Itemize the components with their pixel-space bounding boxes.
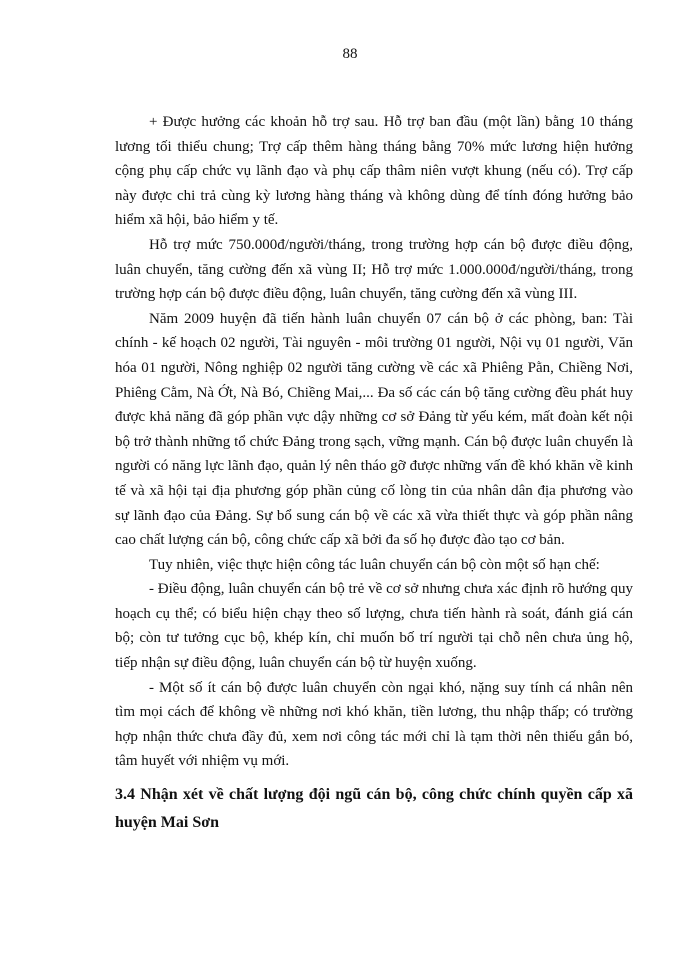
paragraph-support-benefits: + Được hưởng các khoản hỗ trợ sau. Hỗ trợ ban đầu (một lần) bằng 10 tháng lương tối thiểu chung; Trợ cấp thêm hàng tháng bằng 70% mức lương hiện hưởng cộng phụ cấp chức vụ lãnh đạo và phụ cấp thâm niên vượt khung (nếu có). Trợ cấp này được chi trả cùng kỳ lương hàng tháng và không dùng để tính đóng hưởng bảo hiểm xã hội, bảo hiểm y tế.	[115, 114, 633, 229]
page-number: 88	[342, 46, 358, 62]
paragraph-support-levels: Hỗ trợ mức 750.000đ/người/tháng, trong trường hợp cán bộ được điều động, luân chuyển, tăng cường đến xã vùng II; Hỗ trợ mức 1.000.000đ/người/tháng, trong trường hợp cán bộ được điều động, luân chuyển, tăng cường đến xã vùng III.	[115, 236, 633, 303]
paragraph-limitations-intro: Tuy nhiên, việc thực hiện công tác luân chuyển cán bộ còn một số hạn chế:	[149, 556, 600, 573]
section-heading: 3.4 Nhận xét về chất lượng đội ngũ cán bộ, công chức chính quyền cấp xã huyện Mai Sơn	[115, 786, 633, 832]
paragraph-rotation-2009: Năm 2009 huyện đã tiến hành luân chuyển 07 cán bộ ở các phòng, ban: Tài chính - kế hoạch 02 người, Tài nguyên - môi trường 01 người, Nội vụ 01 người, Văn hóa 01 người, Nông nghiệp 02 người tăng cường về các xã Phiêng Pằn, Chiềng Nơi, Phiêng Cằm, Nà Ớt, Nà Bó, Chiềng Mai,... Đa số các cán bộ tăng cường đều phát huy được khả năng đã góp phần vực dậy những cơ sở Đảng từ yếu kém, mất đoàn kết nội bộ trở thành những tổ chức Đảng trong sạch, vững mạnh. Cán bộ được luân chuyển là người có năng lực lãnh đạo, quản lý nên tháo gỡ được những vấn đề khó khăn về kinh tế và xã hội tại địa phương góp phần củng cố lòng tin của nhân dân địa phương vào sự lãnh đạo của Đảng. Sự bổ sung cán bộ về các xã vừa thiết thực và góp phần nâng cao chất lượng cán bộ, công chức cấp xã bởi đa số họ được đào tạo cơ bản.	[115, 310, 633, 549]
document-body	[115, 110, 633, 837]
paragraph-limitation-2: - Một số ít cán bộ được luân chuyển còn ngại khó, nặng suy tính cá nhân nên tìm mọi cách để không về những nơi khó khăn, tiền lương, thu nhập thấp; có trường hợp nhận thức chưa đầy đủ, xem nơi công tác mới chỉ là tạm thời nên thiếu gắn bó, tâm huyết với nhiệm vụ mới.	[115, 679, 633, 770]
paragraph-limitation-1: - Điều động, luân chuyển cán bộ trẻ về cơ sở nhưng chưa xác định rõ hướng quy hoạch cụ thể; có biểu hiện chạy theo số lượng, chưa tiến hành rà soát, đánh giá cán bộ; còn tư tưởng cục bộ, khép kín, chỉ muốn bố trí người tại chỗ nên chưa ủng hộ, tiếp nhận sự điều động, luân chuyển cán bộ từ huyện xuống.	[115, 581, 633, 672]
